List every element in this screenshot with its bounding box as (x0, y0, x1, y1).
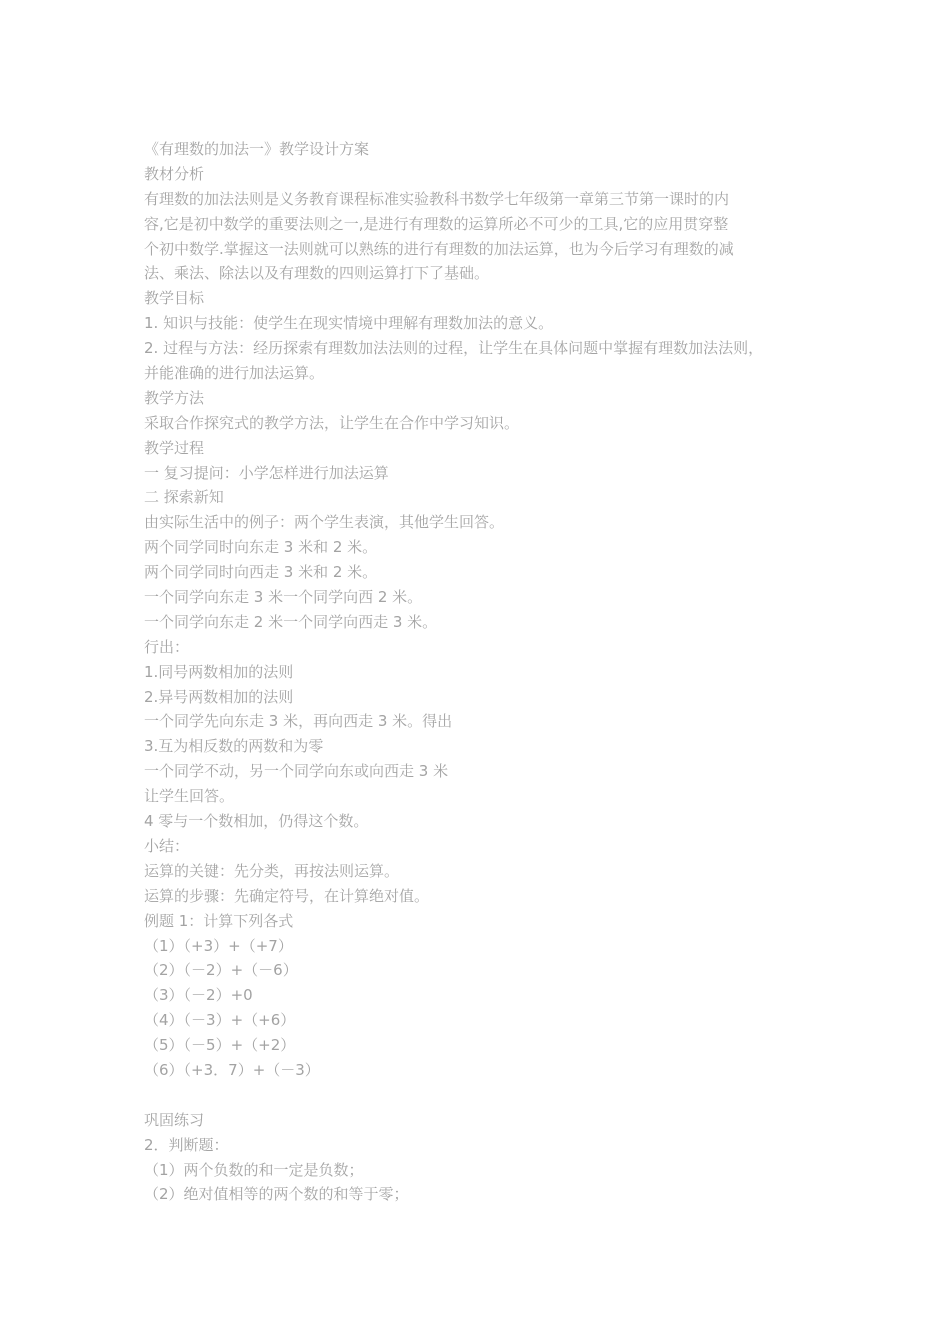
process-line: 两个同学同时向西走 3 米和 2 米。 (144, 563, 378, 582)
document-title: 《有理数的加法一》教学设计方案 (144, 140, 370, 158)
process-line: 2.异号两数相加的法则 (144, 687, 294, 706)
exercise-item: （2）（－2）+（－6） (144, 961, 298, 980)
exercise-item: （1）（+3）+（+7） (144, 936, 293, 955)
process-line: 两个同学同时向东走 3 米和 2 米。 (144, 538, 378, 557)
section-heading-analysis: 教材分析 (144, 164, 205, 183)
exercise-item: （6）（+3．7）+（－3） (144, 1060, 320, 1079)
process-line: 3.互为相反数的两数和为零 (144, 737, 324, 756)
paragraph-line: 有理数的加法法则是义务教育课程标准实验教科书数学七年级第一章第三节第一课时的内 (144, 189, 730, 208)
goal-item: 2. 过程与方法：经历探索有理数加法法则的过程，让学生在具体问题中掌握有理数加法法则， (144, 339, 764, 358)
practice-line: （1）两个负数的和一定是负数； (144, 1160, 364, 1179)
process-line: 行出： (144, 637, 190, 656)
process-line: 运算的步骤：先确定符号，在计算绝对值。 (144, 886, 430, 905)
process-line: 运算的关键：先分类，再按法则运算。 (144, 861, 400, 880)
process-line: 让学生回答。 (144, 787, 235, 806)
paragraph-line: 容,它是初中数学的重要法则之一,是进行有理数的运算所必不可少的工具,它的应用贯穿整 (144, 214, 729, 233)
process-line: 一 复习提问：小学怎样进行加法运算 (144, 463, 389, 482)
section-heading-goals: 教学目标 (144, 289, 205, 308)
process-line: 一个同学向东走 2 米一个同学向西走 3 米。 (144, 612, 438, 631)
process-line: 一个同学先向东走 3 米，再向西走 3 米。得出 (144, 712, 453, 731)
method-text: 采取合作探究式的教学方法，让学生在合作中学习知识。 (144, 413, 520, 432)
section-heading-practice: 巩固练习 (144, 1110, 205, 1129)
process-line: 一个同学向东走 3 米一个同学向西 2 米。 (144, 588, 423, 607)
practice-line: 2．判断题： (144, 1135, 229, 1154)
goal-item: 并能准确的进行加法运算。 (144, 364, 325, 383)
process-line: 一个同学不动，另一个同学向东或向西走 3 米 (144, 762, 449, 781)
section-heading-method: 教学方法 (144, 388, 205, 407)
process-line: 二 探索新知 (144, 488, 224, 507)
process-line: 小结： (144, 836, 190, 855)
process-line: 由实际生活中的例子：两个学生表演，其他学生回答。 (144, 513, 505, 532)
document-body (144, 137, 824, 1207)
blank-line (144, 1083, 824, 1108)
process-line: 4 零与一个数相加，仍得这个数。 (144, 812, 369, 831)
paragraph-line: 法、乘法、除法以及有理数的四则运算打下了基础。 (144, 264, 490, 283)
process-line: 1.同号两数相加的法则 (144, 662, 294, 681)
exercise-item: （3）（－2）+0 (144, 986, 253, 1005)
section-heading-process: 教学过程 (144, 438, 205, 457)
process-line: 例题 1：计算下列各式 (144, 911, 294, 930)
paragraph-line: 个初中数学.掌握这一法则就可以熟练的进行有理数的加法运算，也为今后学习有理数的减 (144, 239, 734, 258)
goal-item: 1. 知识与技能：使学生在现实情境中理解有理数加法的意义。 (144, 314, 554, 333)
practice-line: （2）绝对值相等的两个数的和等于零； (144, 1185, 409, 1204)
exercise-item: （4）（－3）+（+6） (144, 1011, 296, 1030)
exercise-item: （5）（－5）+（+2） (144, 1036, 296, 1055)
